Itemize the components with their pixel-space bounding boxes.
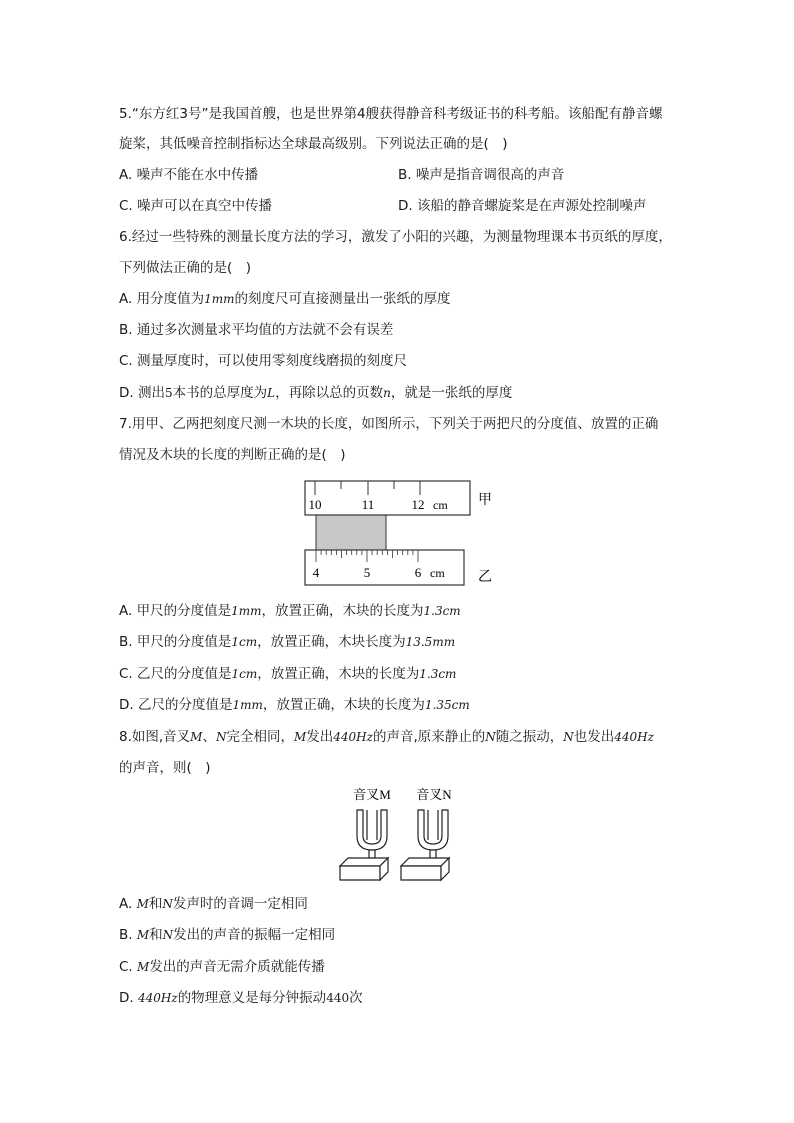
tuning-fork-n-icon [401, 810, 449, 880]
q8-option-a-math2: N [162, 897, 173, 911]
q5-stem-line2: 旋桨，其低噪音控制指标达全球最高级别。下列说法正确的是( ) [119, 136, 508, 152]
fork-m-label: 音叉M [353, 787, 391, 802]
q8-option-c-math1: M [137, 960, 150, 974]
q7-option-b-text2: ，放置正确，木块长度为 [257, 634, 406, 650]
ruler-bottom-label-5: 5 [363, 565, 371, 580]
q8-option-b-math2: N [162, 928, 174, 942]
wood-block [316, 514, 386, 550]
q7-option-c-math1: 1cm [231, 667, 258, 681]
q8-option-d-text2: 的物理意义是每分钟振动 [177, 990, 327, 1006]
q6-option-d-math1: 5 [164, 386, 173, 400]
q7-option-d-text1: D. 乙尺的分度值是 [119, 697, 233, 713]
q8-text-a: 8.如图,音叉 [119, 729, 191, 745]
q5-option-d[interactable]: D. 该船的静音螺旋桨是在声源处控制噪声 [398, 198, 647, 214]
q5-stem-line1: 5.“东方红3号”是我国首艘，也是世界第4艘获得静音科考级证书的科考船。该船配有静音螺 [119, 106, 663, 122]
q7-option-a[interactable] [119, 601, 461, 621]
q8-option-b-text3: 发出的声音的振幅一定相同 [173, 927, 336, 943]
q7-option-d-text2: ，放置正确，木块的长度为 [262, 697, 425, 713]
q8-option-d-text3: 次 [349, 990, 363, 1006]
q7-option-a-text2: ，放置正确，木块的长度为 [261, 603, 424, 619]
q7-option-a-text1: A. 甲尺的分度值是 [119, 603, 232, 619]
q8-text-c: 完全相同， [226, 729, 294, 745]
q8-option-c-text2: 发出的声音无需介质就能传播 [149, 959, 325, 975]
q6-option-a-text2: 的刻度尺可直接测量出一张纸的厚度 [234, 291, 451, 307]
q8-stem-line2: 的声音，则( ) [119, 760, 211, 776]
q5-option-b[interactable]: B. 噪声是指音调很高的声音 [398, 167, 565, 183]
q8-option-b-text1: B. [119, 927, 137, 943]
q7-option-c-math2: 1.3cm [419, 667, 457, 681]
q8-text-g: 也发出 [573, 729, 615, 745]
ruler-bottom-name: 乙 [478, 570, 492, 585]
q8-option-a-math1: M [136, 897, 149, 911]
q6-option-b[interactable]: B. 通过多次测量求平均值的方法就不会有误差 [119, 322, 394, 338]
q8-text-d: 发出 [306, 729, 334, 745]
q8-text-f: 随之振动， [495, 729, 564, 745]
q8-text-e: 的声音,原来静止的 [372, 729, 486, 745]
ruler-top-label-12: 12 [411, 497, 425, 512]
q7-option-b-text1: B. 甲尺的分度值是 [119, 634, 232, 650]
ruler-bottom-label-6: 6 [414, 565, 422, 580]
q7-option-d[interactable] [119, 695, 470, 715]
q7-stem-line2: 情况及木块的长度的判断正确的是( ) [119, 447, 346, 463]
q8-text-b: 、 [202, 729, 216, 745]
q8-option-a-text1: A. [119, 896, 137, 912]
q7-option-d-math2: 1.35cm [424, 698, 470, 712]
q8-math-n: N [215, 730, 227, 744]
q8-math-m: M [190, 730, 203, 744]
q6-option-a-math: 1mm [204, 292, 235, 306]
q8-option-a-text3: 发声时的音调一定相同 [172, 896, 308, 912]
q8-option-a-text2: 和 [148, 896, 163, 912]
q8-option-d-math2: 440 [326, 991, 350, 1005]
q7-option-b-math1: 1cm [231, 635, 258, 649]
q7-option-c-text2: ，放置正确，木块的长度为 [257, 666, 420, 682]
ruler-figure [300, 478, 500, 590]
q7-option-a-math1: 1mm [231, 604, 262, 618]
q8-option-d-text1: D. [119, 990, 138, 1006]
ruler-bottom-unit: cm [430, 566, 445, 580]
q6-option-d-text2: 本书的总厚度为 [172, 385, 268, 401]
q5-option-c[interactable]: C. 噪声可以在真空中传播 [119, 198, 273, 214]
q6-option-a[interactable] [119, 289, 451, 309]
q6-option-d-text4: ，就是一张纸的厚度 [390, 385, 513, 401]
q8-option-b-text2: 和 [149, 927, 163, 943]
q8-math-n2: N [485, 730, 496, 744]
q6-stem-line1: 6.经过一些特殊的测量长度方法的学习，激发了小阳的兴趣，为测量物理课本书页纸的厚度， [119, 229, 672, 245]
q7-option-d-math1: 1mm [232, 698, 263, 712]
q6-option-a-text1: A. 用分度值为 [119, 291, 205, 307]
tuning-fork-figure [336, 784, 456, 884]
q8-option-c[interactable] [119, 957, 325, 977]
ruler-top-label-11: 11 [361, 497, 375, 512]
q6-option-d-text1: D. 测出 [119, 385, 165, 401]
fork-n-label: 音叉N [416, 787, 452, 802]
q7-option-c-text1: C. 乙尺的分度值是 [119, 666, 232, 682]
ruler-top-label-10: 10 [308, 497, 322, 512]
q8-math-n3: N [563, 730, 574, 744]
q5-option-a[interactable]: A. 噪声不能在水中传播 [119, 167, 259, 183]
q8-math-m2: M [293, 730, 307, 744]
q6-option-d[interactable] [119, 383, 512, 403]
q8-math-440hz: 440Hz [333, 730, 373, 744]
q7-option-a-math2: 1.3cm [423, 604, 461, 618]
q6-stem-line2: 下列做法正确的是( ) [119, 260, 252, 276]
q8-option-b-math1: M [136, 928, 150, 942]
q8-stem-line1 [119, 727, 654, 747]
tuning-fork-m-icon [340, 810, 388, 880]
q6-option-d-text3: ，再除以总的页数 [275, 385, 384, 401]
ruler-top-name: 甲 [478, 493, 492, 508]
ruler-top-unit: cm [433, 498, 448, 512]
ruler-bottom-label-4: 4 [312, 565, 320, 580]
q6-option-d-math3: n [383, 386, 391, 400]
q8-option-b[interactable] [119, 925, 335, 945]
q6-option-c[interactable]: C. 测量厚度时，可以使用零刻度线磨损的刻度尺 [119, 353, 408, 369]
q8-option-d[interactable] [119, 988, 363, 1008]
q8-option-c-text1: C. [119, 959, 138, 975]
q7-stem-line1: 7.用甲、乙两把刻度尺测一木块的长度，如图所示，下列关于两把尺的分度值、放置的正确 [119, 416, 659, 432]
q8-option-d-math1: 440Hz [137, 991, 178, 1005]
q6-option-d-math2: L [267, 386, 276, 400]
q8-math-440hz-2: 440Hz [614, 730, 654, 744]
q7-option-b-math2: 13.5mm [405, 635, 456, 649]
q7-option-c[interactable] [119, 664, 456, 684]
q7-option-b[interactable] [119, 632, 455, 652]
q8-option-a[interactable] [119, 894, 308, 914]
